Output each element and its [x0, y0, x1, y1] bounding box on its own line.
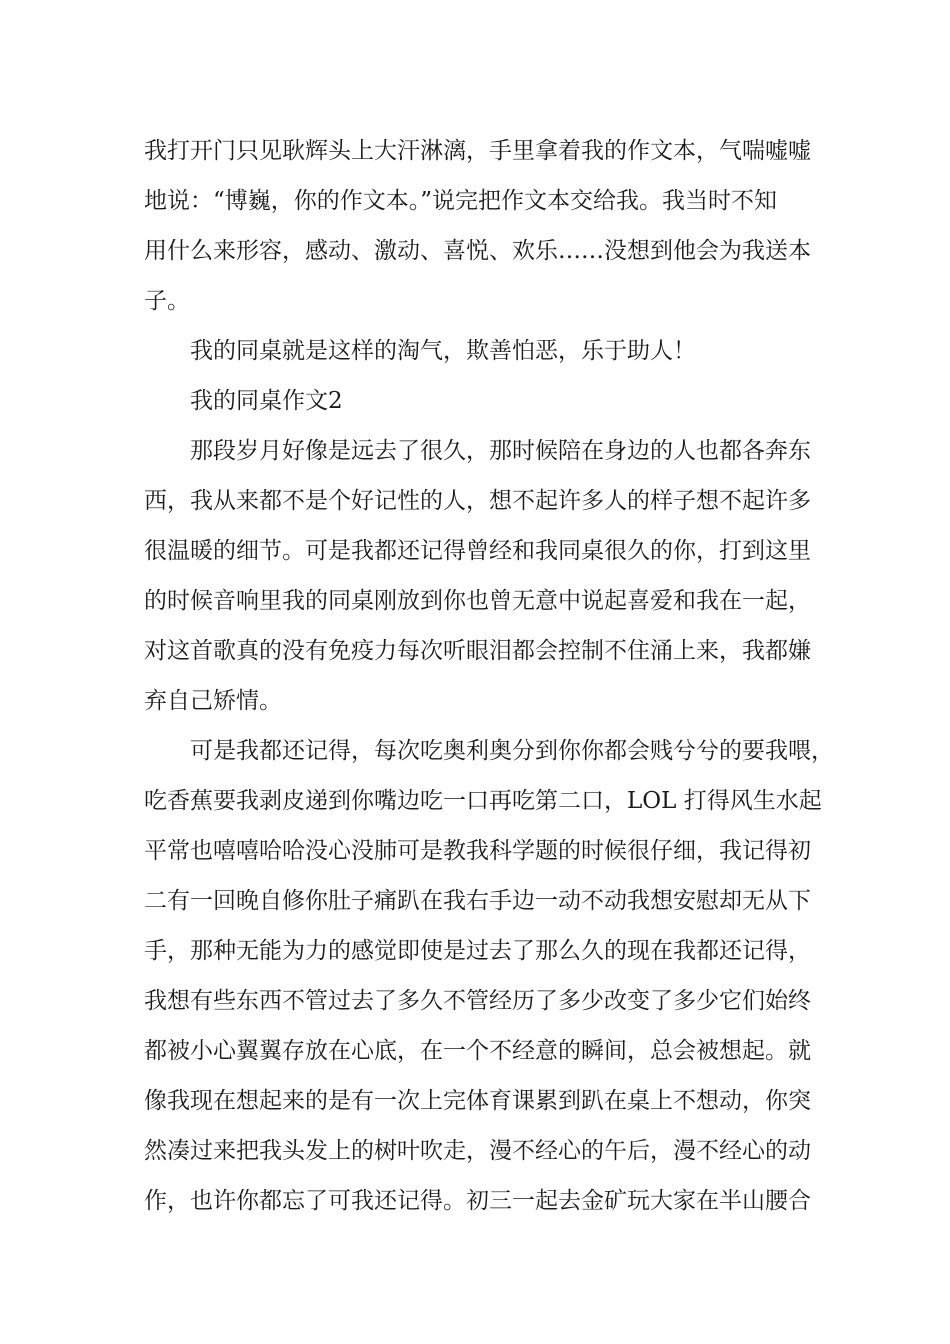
- text-line: 都被小心翼翼存放在心底，在一个不经意的瞬间，总会被想起。就: [144, 1038, 811, 1064]
- text-line: 对这首歌真的没有免疫力每次听眼泪都会控制不住涌上来，我都嫌: [144, 638, 811, 664]
- text-line: 地说：“博巍，你的作文本。”说完把作文本交给我。我当时不知: [144, 188, 778, 214]
- text-line: 子。: [144, 288, 190, 314]
- text-line: 西，我从来都不是个好记性的人，想不起许多人的样子想不起许多: [144, 488, 811, 514]
- text-line: 弃自己矫情。: [144, 688, 282, 714]
- text-line: 我的同桌就是这样的淘气，欺善怕恶，乐于助人！: [190, 338, 696, 364]
- text-line: 平常也嘻嘻哈哈没心没肺可是教我科学题的时候很仔细，我记得初: [144, 838, 811, 864]
- text-line: 我想有些东西不管过去了多久不管经历了多少改变了多少它们始终: [144, 988, 811, 1014]
- text-line: 手，那种无能为力的感觉即使是过去了那么久的现在我都还记得，: [144, 938, 811, 964]
- text-line: 像我现在想起来的是有一次上完体育课累到趴在桌上不想动，你突: [144, 1088, 811, 1114]
- text-line: 很温暖的细节。可是我都还记得曾经和我同桌很久的你，打到这里: [144, 538, 811, 564]
- text-line: 作，也许你都忘了可我还记得。初三一起去金矿玩大家在半山腰合: [144, 1188, 811, 1214]
- text-line: 的时候音响里我的同桌刚放到你也曾无意中说起喜爱和我在一起，: [144, 588, 811, 614]
- text-line: 吃香蕉要我剥皮递到你嘴边吃一口再吃第二口，LOL 打得风生水起: [144, 788, 822, 814]
- text-line: 那段岁月好像是远去了很久，那时候陪在身边的人也都各奔东: [190, 438, 811, 464]
- text-line: 我的同桌作文2: [190, 388, 343, 414]
- text-line: 我打开门只见耿辉头上大汗淋漓，手里拿着我的作文本，气喘嘘嘘: [144, 138, 811, 164]
- text-line: 可是我都还记得，每次吃奥利奥分到你你都会贱兮兮的要我喂，: [190, 738, 834, 764]
- text-line: 二有一回晚自修你肚子痛趴在我右手边一动不动我想安慰却无从下: [144, 888, 811, 914]
- text-line: 然凑过来把我头发上的树叶吹走，漫不经心的午后，漫不经心的动: [144, 1138, 811, 1164]
- text-line: 用什么来形容，感动、激动、喜悦、欢乐……没想到他会为我送本: [144, 238, 811, 264]
- document-body: [144, 126, 834, 1226]
